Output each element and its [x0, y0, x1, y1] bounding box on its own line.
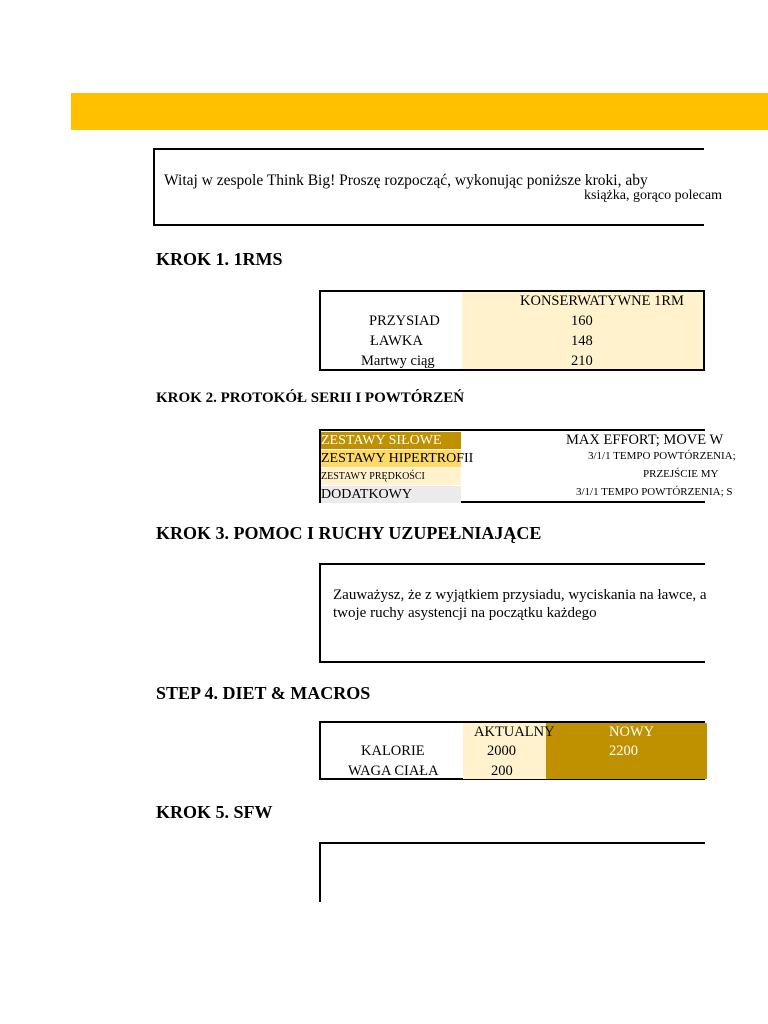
new-column-header: NOWY	[609, 724, 655, 740]
intro-text-line1: Witaj w zespole Think Big! Proszę rozpocząć, wykonując poniższe kroki, aby	[164, 172, 648, 189]
one-rm-row-label: PRZYSIAD	[369, 313, 440, 329]
protocol-row-value: MAX EFFORT; MOVE W	[566, 432, 724, 448]
sets-protocol-table	[319, 429, 736, 503]
one-rm-row-value: 210	[571, 353, 593, 369]
intro-box	[153, 148, 722, 226]
protocol-row-label: ZESTAWY PRĘDKOŚCI	[321, 468, 461, 485]
one-rm-row-value: 148	[571, 333, 593, 349]
one-rm-table	[319, 290, 705, 371]
intro-text-line2: książka, gorąco polecam	[584, 188, 722, 203]
current-column-header: AKTUALNY	[474, 724, 555, 740]
one-rm-row-label: ŁAWKA	[370, 333, 423, 349]
protocol-row-label: ZESTAWY HIPERTROFII	[321, 451, 474, 466]
macro-current-value: 200	[491, 763, 513, 779]
macro-row-label: WAGA CIAŁA	[348, 763, 439, 779]
assistance-text-box	[319, 563, 705, 663]
one-rm-row-label: Martwy ciąg	[361, 353, 435, 369]
macro-current-value: 2000	[487, 743, 516, 759]
macro-row-label: KALORIE	[361, 743, 425, 759]
step1-heading: KROK 1. 1RMS	[156, 249, 283, 269]
step2-heading: KROK 2. PROTOKÓŁ SERII I POWTÓRZEŃ	[156, 390, 465, 406]
one-rm-column-header: KONSERWATYWNE 1RM	[520, 293, 684, 309]
header-banner	[71, 93, 768, 130]
sfw-box	[319, 842, 705, 902]
protocol-row-label: DODATKOWY	[321, 486, 461, 503]
macro-new-value: 2200	[609, 743, 638, 759]
assistance-text-line1: Zauważysz, że z wyjątkiem przysiadu, wyciskania na ławce, a	[333, 587, 707, 603]
one-rm-row-value: 160	[571, 313, 593, 329]
step4-heading: STEP 4. DIET & MACROS	[156, 683, 371, 703]
protocol-row-value: PRZEJŚCIE MY	[643, 468, 719, 480]
protocol-row-value: 3/1/1 TEMPO POWTÓRZENIA; S	[576, 486, 733, 498]
protocol-row-value: 3/1/1 TEMPO POWTÓRZENIA;	[588, 450, 736, 462]
assistance-text-line2: twoje ruchy asystencji na początku każdego	[333, 605, 597, 621]
protocol-row-label: ZESTAWY SIŁOWE	[321, 432, 461, 449]
diet-macros-table	[319, 721, 705, 780]
step3-heading: KROK 3. POMOC I RUCHY UZUPEŁNIAJĄCE	[156, 523, 542, 543]
step5-heading: KROK 5. SFW	[156, 802, 273, 822]
